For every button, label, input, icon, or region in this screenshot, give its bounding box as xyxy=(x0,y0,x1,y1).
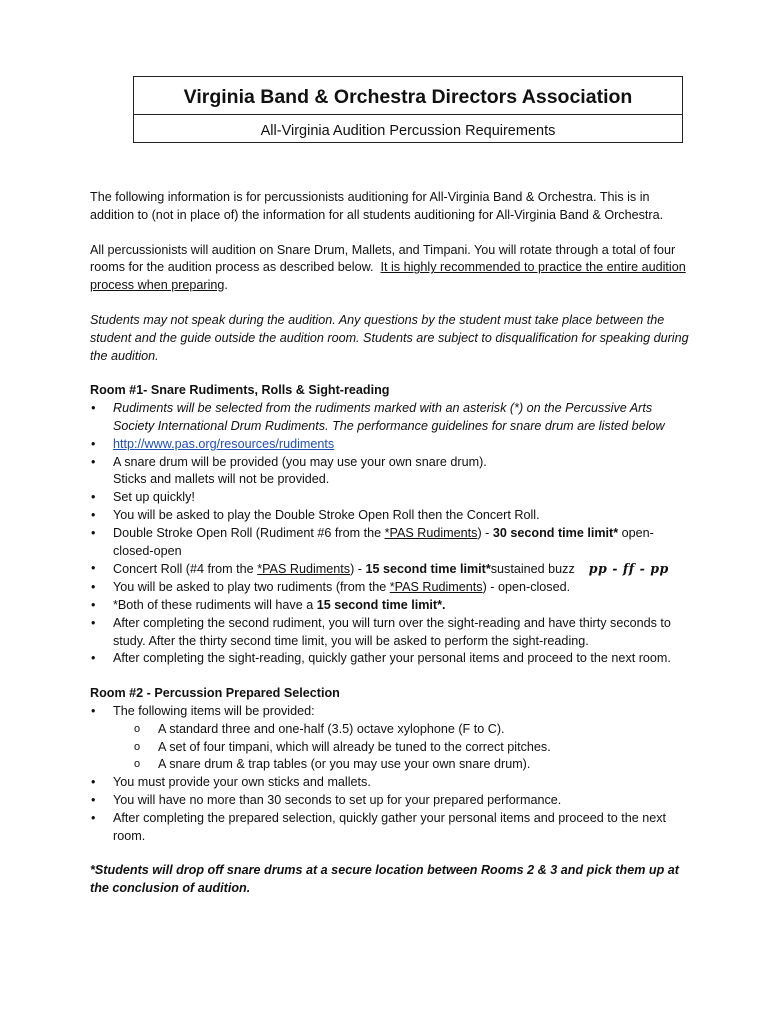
period: . xyxy=(224,278,228,293)
room2-list xyxy=(90,703,690,845)
document-title: Virginia Band & Orchestra Directors Association xyxy=(183,86,633,108)
room1-list xyxy=(90,400,690,668)
document-body xyxy=(90,189,690,915)
pas-rudiments-ref: *PAS Rudiments xyxy=(384,525,478,540)
pas-rudiments-ref: *PAS Rudiments xyxy=(389,580,483,595)
list-item xyxy=(90,436,690,454)
time-limit: 15 second time limit* xyxy=(365,562,491,577)
list-item xyxy=(90,454,690,490)
text-segment: The following items will be provided: xyxy=(113,703,315,718)
intro-paragraph: The following information is for percussionists auditioning for All-Virginia Band & Orchestra. This is in addition to (not in place of) the information for all students auditioning for All-Virginia Band & Orchestra. xyxy=(90,190,664,222)
time-limit: 30 second time limit* xyxy=(492,525,619,540)
text-segment: open-closed-open xyxy=(113,525,654,558)
text-segment: You will be asked to play two rudiments (from the xyxy=(113,580,390,595)
text-segment: ) - xyxy=(477,525,493,540)
list-item: • After completing the sight-reading, quickly gather your personal items and proceed to the next room. xyxy=(90,650,690,668)
rotation-text: All percussionists will audition on Snare Drum, Mallets, and Timpani. You will rotate through a total of four rooms for the audition process as described below. xyxy=(90,242,676,275)
list-item xyxy=(90,703,690,774)
text-segment: ) - xyxy=(350,562,366,577)
pas-rudiments-ref: *PAS Rudiments xyxy=(257,562,351,577)
list-item: • You will have no more than 30 seconds to set up for your prepared performance. xyxy=(90,792,690,810)
snare-dropoff-note: *Students will drop off snare drums at a secure location between Rooms 2 & 3 and pick them up at the conclusion of audition. xyxy=(90,863,679,896)
list-item xyxy=(90,579,690,597)
provided-items-list xyxy=(113,721,690,774)
list-item: • Set up quickly! xyxy=(90,489,690,507)
sticks-not-provided-text: Sticks and mallets will not be provided. xyxy=(113,472,330,487)
text-segment: *Both of these rudiments will have a xyxy=(113,597,317,612)
speaking-rules-paragraph: Students may not speak during the audition. Any questions by the student must take place between the student and the guide outside the audition room. Students are subject to disqualification for speaking during the audition. xyxy=(90,312,689,363)
time-limit: 15 second time limit*. xyxy=(316,597,446,612)
list-item xyxy=(90,525,690,561)
room1-heading: Room #1- Snare Rudiments, Rolls & Sight-reading xyxy=(90,383,390,398)
text-segment: Concert Roll (#4 from the xyxy=(113,562,258,577)
text-segment: sustained buzz xyxy=(490,562,575,577)
list-item: • You must provide your own sticks and mallets. xyxy=(90,774,690,792)
pas-rudiments-link[interactable]: http://www.pas.org/resources/rudiments xyxy=(113,436,335,451)
list-item: • After completing the prepared selection, quickly gather your personal items and proceed to the next room. xyxy=(90,810,690,846)
list-item xyxy=(90,560,690,579)
sub-list-item: o A standard three and one-half (3.5) octave xylophone (F to C). xyxy=(134,721,690,739)
document-subtitle: All-Virginia Audition Percussion Requirements xyxy=(260,123,556,139)
room2-heading: Room #2 - Percussion Prepared Selection xyxy=(90,686,340,701)
title-divider xyxy=(134,114,682,115)
title-box xyxy=(133,76,683,143)
list-item: • After completing the second rudiment, you will turn over the sight-reading and have thirty seconds to study. After the thirty second time limit, you will be asked to perform the sight-reading. xyxy=(90,615,690,651)
text-segment: ) - open-closed. xyxy=(482,580,571,595)
practice-recommendation: It is highly recommended to practice the entire audition process when preparing xyxy=(90,260,686,293)
dynamics-marking: pp - ff - pp xyxy=(588,561,669,577)
sub-list-item: o A set of four timpani, which will already be tuned to the correct pitches. xyxy=(134,739,690,757)
list-item: • You will be asked to play the Double Stroke Open Roll then the Concert Roll. xyxy=(90,507,690,525)
list-item xyxy=(90,597,690,615)
text-segment: Double Stroke Open Roll (Rudiment #6 from the xyxy=(113,525,385,540)
sub-list-item: o A snare drum & trap tables (or you may use your own snare drum). xyxy=(134,756,690,774)
snare-provided-text: A snare drum will be provided (you may use your own snare drum). xyxy=(113,454,487,469)
list-item: • Rudiments will be selected from the rudiments marked with an asterisk (*) on the Percussive Arts Society International Drum Rudiments. The performance guidelines for snare drum are listed below xyxy=(90,400,690,436)
rotation-paragraph xyxy=(90,242,690,295)
